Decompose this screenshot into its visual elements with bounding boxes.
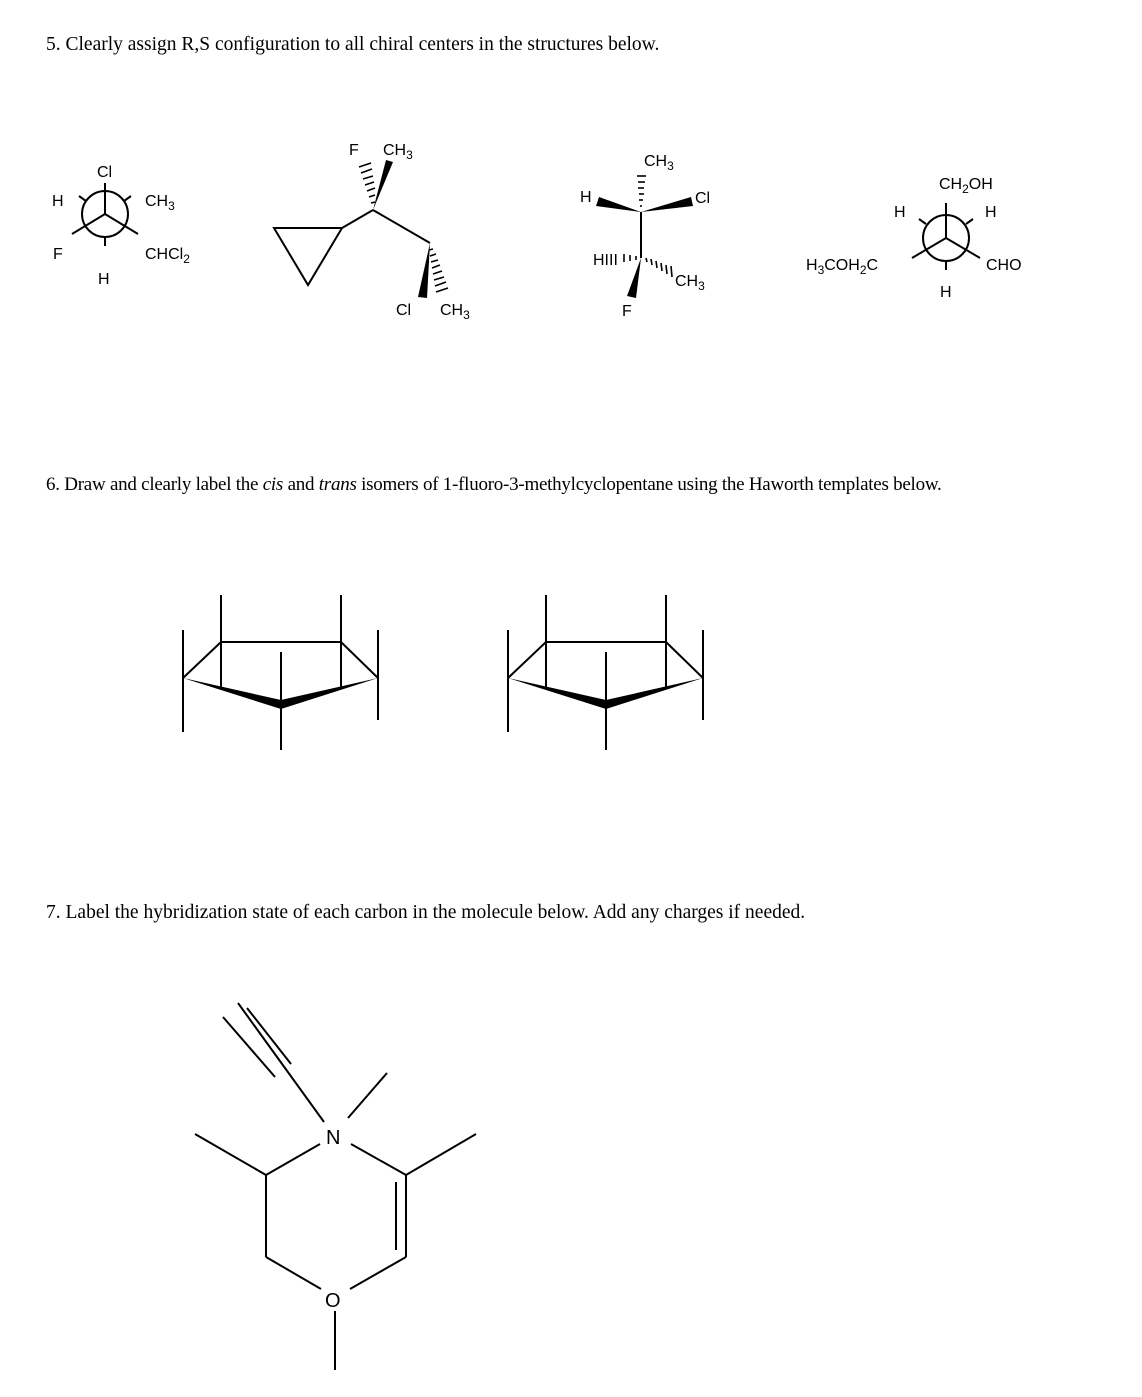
- label-ch3-top: $CH_3$: [383, 142, 413, 162]
- haworth-template-2[interactable]: [508, 595, 703, 750]
- wedge-bond-h-top: [596, 197, 641, 212]
- cyclopropane-ring: [274, 228, 342, 285]
- triple-bond-line-3: [247, 1008, 291, 1064]
- back-bond-ch3: [124, 196, 131, 201]
- bond-c-right-methyl: [406, 1134, 476, 1175]
- bond-n-c-left: [266, 1144, 320, 1175]
- dash-bond-f: [359, 163, 375, 203]
- triple-bond-line-2: [223, 1017, 275, 1077]
- label-h: H: [52, 193, 64, 210]
- label-cl: Cl: [695, 190, 711, 207]
- label-h-top: H: [580, 189, 592, 206]
- atom-o: O: [325, 1290, 341, 1312]
- hybridization-molecule: [195, 1003, 476, 1370]
- question-body: Clearly assign R,S configuration to all chiral centers in the structures below.: [65, 34, 660, 55]
- back-bond-h: [79, 196, 86, 201]
- label-h-bottom: HIII: [593, 252, 618, 269]
- back-bond-h-right: [966, 219, 973, 224]
- question-number: 7.: [46, 902, 61, 923]
- bond-ch2-o: [266, 1257, 321, 1289]
- label-f: F: [53, 246, 63, 263]
- bond-n-c-right: [351, 1144, 406, 1175]
- label-ch3-bottom: $CH_3$: [675, 273, 705, 293]
- question-number: 5.: [46, 34, 61, 55]
- bond-ch-o: [350, 1257, 406, 1289]
- wedge-bond-cl: [641, 197, 693, 212]
- label-h-bottom: H: [98, 271, 110, 288]
- dash-bond-ch3-bottom: [646, 258, 672, 277]
- label-ch3: $CH_3$: [145, 193, 175, 213]
- wedge-bond-ch3-top: [373, 160, 393, 210]
- cyclopropyl-structure: [274, 210, 430, 285]
- dash-bond-ch3-top: [637, 176, 646, 206]
- back-bond-h-left: [919, 219, 926, 224]
- front-bond-h3coh2c: [912, 238, 946, 258]
- atom-n: N: [326, 1127, 341, 1149]
- bond-alkyne-to-n: [238, 1003, 324, 1122]
- dash-bond-ch3-bottom: [429, 249, 448, 292]
- label-f: F: [349, 142, 359, 159]
- label-f: F: [622, 303, 632, 320]
- question-body-part: isomers of 1-fluoro-3-methylcyclopentane using the Haworth templates below.: [356, 474, 942, 495]
- label-cho: CHO: [986, 257, 1022, 274]
- newman-projection-2: [912, 203, 980, 270]
- label-ch3-bottom: $CH_3$: [440, 302, 470, 322]
- label-cl: Cl: [396, 302, 412, 319]
- cis-term: cis: [262, 474, 284, 495]
- label-h-right: H: [985, 204, 997, 221]
- bond-c-left-methyl: [195, 1134, 266, 1175]
- newman-projection-1: [72, 183, 138, 246]
- label-ch3-top: $CH_3$: [644, 153, 674, 173]
- wedge-bond-f: [627, 258, 641, 298]
- bond-c1-c2: [373, 210, 430, 243]
- stereocenter-pair-labels: [580, 153, 710, 320]
- label-ch2oh: $CH_2OH$: [939, 176, 993, 196]
- haworth-template-1[interactable]: [183, 595, 378, 750]
- wedge-bond-cl: [418, 243, 430, 298]
- question-body: Label the hybridization state of each carbon in the molecule below. Add any charges if needed.: [65, 902, 806, 923]
- label-h3coh2c: $H_3COH_2C$: [806, 257, 879, 277]
- dash-bond-h-bottom: [624, 254, 636, 262]
- question-body-part: Draw and clearly label the: [64, 474, 263, 495]
- hybridization-molecule-labels: [325, 1127, 341, 1312]
- bond-ring-c1: [342, 210, 373, 228]
- front-bond-cho: [946, 238, 980, 258]
- question-number: 6.: [46, 474, 60, 495]
- newman-1-labels: [52, 164, 190, 288]
- label-cl: Cl: [97, 164, 113, 181]
- bond-n-methyl: [348, 1073, 387, 1118]
- label-chcl2: CHCl$_2$: [145, 246, 190, 266]
- label-h-left: H: [894, 204, 906, 221]
- question-body-part: and: [283, 474, 319, 495]
- newman-2-labels: [806, 176, 1022, 301]
- label-h-bottom: H: [940, 284, 952, 301]
- trans-term: trans: [318, 474, 357, 495]
